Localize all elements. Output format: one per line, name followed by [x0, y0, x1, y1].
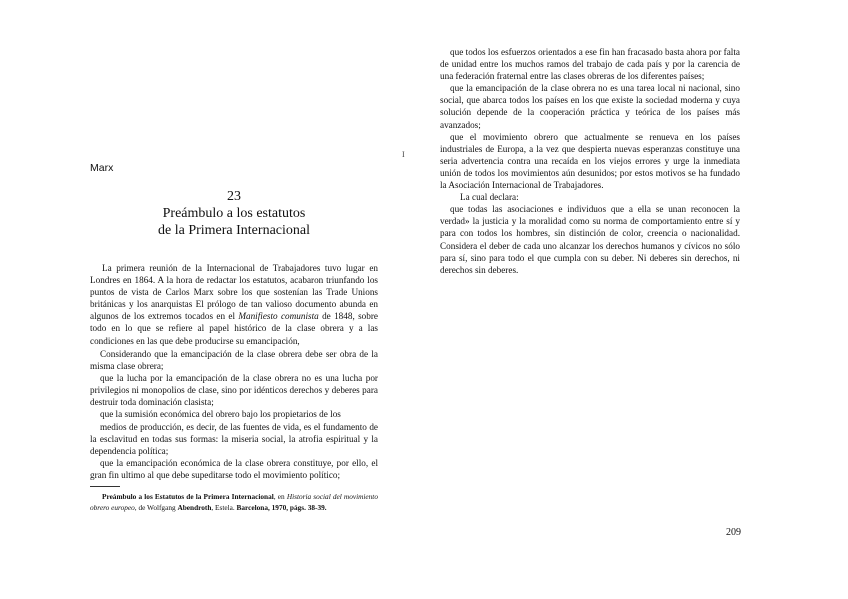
footnote — [90, 492, 378, 513]
left-body-text — [90, 348, 378, 481]
footnote-sep: , en — [273, 492, 287, 501]
body-paragraph: que la emancipación económica de la clase obrera constituye, por ello, el gran fin ultimo al que debe supeditarse todo el movimiento político; — [90, 457, 378, 480]
footnote-sep: de Wolfgang — [136, 502, 178, 512]
intro-paragraph — [90, 262, 378, 347]
body-paragraph: que la sumisión económica del obrero bajo los propietarios de los — [100, 409, 341, 420]
body-paragraph: que la emancipación de la clase obrera no es una tarea local ni nacional, sino social, que abarca todos los países en los que existe la sociedad moderna y cuya solución depende de la cooperación práctica y teórica de los países más avanzados; — [440, 83, 740, 130]
body-paragraph: que la lucha por la emancipación de la clase obrera no es una lucha por privilegios ni monopolios de clase, sino por idénticos derechos y deberes para destruir toda dominación clasista; — [90, 373, 378, 408]
footnote-rule — [90, 486, 120, 487]
title-line-1: Preámbulo a los estatutos — [162, 206, 306, 221]
body-paragraph: que todos los esfuerzos orientados a ese fin han fracasado basta ahora por falta de unidad entre los muchos ramos del trabajo de cada país y por la carencia de una federación fraternal entre las clases obreras de los diferentes países; — [440, 47, 740, 82]
right-page — [402, 0, 848, 599]
footnote-sep: , Estela. — [211, 502, 237, 512]
body-paragraph: que el movimiento obrero que actualmente se renueva en los países industriales de Europa, a la vez que despierta nuevas esperanzas constituye una seria advertencia contra una recaída en los viejos errores y urge la inmediata unión de todos los movimientos aún desunidos; por estos motivos se ha fundado la Asociación Internacional de Trabajadores. — [440, 131, 740, 191]
margin-mark: I — [402, 150, 405, 159]
right-body-text — [440, 46, 740, 276]
intro-text-end: de 1848, sobre todo en lo que se refiere al papel histórico de la clase obrera y a las condiciones en las que debe producirse su emancipación, — [90, 311, 378, 346]
title-line-2: de la Primera Internacional — [158, 223, 310, 238]
footnote-publication: Barcelona, 1970, págs. 38-39. — [236, 502, 327, 512]
footnote-source: Historia social del movimiento obrero europeo, — [90, 492, 378, 512]
author-label: Marx — [90, 162, 114, 174]
footnote-author: Abendroth — [177, 502, 212, 512]
intro-italic-title: Manifiesto comunista — [238, 311, 319, 322]
footnote-title: Preámbulo a los Estatutos de la Primera Internacional — [102, 492, 274, 501]
body-paragraph: que todas las asociaciones e individuos que a ella se unan reconocen la verdad» la justicia y la moralidad como su norma de comportamiento entre sí y para con todos los hombres, sin distinción de color, creencia o nacionalidad. Considera el deber de cada uno alcanzar los derechos humanos y cívicos no sólo para sí, sino para todo el que cumpla con su deber. Ni deberes sin derechos, ni derechos sin deberes. — [440, 204, 740, 275]
chapter-title — [90, 205, 378, 239]
body-paragraph: Considerando que la emancipación de la clase obrera debe ser obra de la misma clase obrera; — [90, 349, 378, 372]
declaration-heading: La cual declara: — [460, 192, 519, 203]
intro-text-start: La primera reunión de la Internacional de Trabajadores tuvo lugar en Londres en 1864. A la hora de redactar los estatutos, acabaron triunfando los puntos de vista de Carlos Marx sobre los que sostenían las Trade Unions británicas y los anarquistas El prólogo de tan valioso documento abunda en algunos de los extremos tocados en el — [90, 263, 378, 322]
chapter-number: 23 — [227, 189, 241, 204]
page-number: 209 — [726, 527, 741, 538]
body-paragraph: medios de producción, es decir, de las fuentes de vida, es el fundamento de la esclavitud en todas sus formas: la miseria social, la atrofia espiritual y la dependencia política; — [90, 421, 378, 456]
